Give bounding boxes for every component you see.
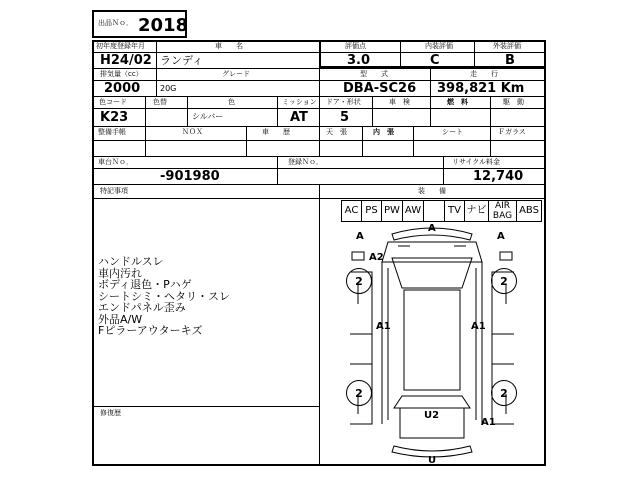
sunroof-label: 天 張 [326,128,347,136]
exterior-score-label: 外装評価 [493,42,521,50]
manual-label: 整備手帳 [98,128,126,136]
damage-rear-right: A1 [481,417,496,428]
door-shape-label: ドア・形状 [326,98,361,106]
chassis-label: 車台Ｎｏ． [98,158,133,166]
lot-number: 2018 [138,15,189,36]
score-value: 3.0 [347,53,371,68]
damage-front-bumper: A [428,223,436,234]
reg-no-label: 登録Ｎｏ． [288,158,323,166]
color-code-label: 色コード [99,98,127,106]
damage-wheel-rear-left: 2 [346,380,372,406]
remark-line: ボディ退色・Pハゲ [98,278,192,291]
car-name-label: 車 名 [215,42,243,50]
color-label: 色 [228,98,235,106]
remark-line: ハンドルスレ [98,255,164,268]
damage-door-right: A1 [471,321,486,332]
interior-score-label: 内装評価 [425,42,453,50]
rear-window-shape [394,396,470,408]
remarks-list [98,256,230,337]
lot-number-box [92,10,187,38]
damage-front-left: A [356,231,364,242]
car-diagram [322,224,542,464]
damage-rear-gate: U2 [424,410,440,421]
remark-line: シートシミ・ヘタリ・スレ [98,289,230,303]
transmission-label: ミッション [282,98,317,106]
fglass-label: Ｆガラス [498,128,526,136]
nox-label: ＮＯＸ [182,128,203,136]
mirror-left-shape [352,252,364,260]
chassis-value: -901980 [160,169,220,184]
damage-wheel-front-left: 2 [346,268,372,294]
damage-wheel-front-right: 2 [491,268,517,294]
first-reg-value: H24/02 [100,53,152,68]
model-value: DBA-SC26 [343,81,417,96]
interior-trim-label: 内 張 [373,128,394,136]
grade-value: 20G [160,84,177,93]
first-reg-label: 初年度登録年月 [96,42,145,50]
interior-score-value: C [430,53,440,68]
equip-tv: TV [444,200,465,222]
mileage-label: 走 行 [470,70,498,78]
body-right-shape [476,262,482,424]
hood-shape [382,242,482,262]
exterior-score-value: B [505,53,515,68]
repair-history-label: 修復歴 [100,409,121,417]
equip-ps: PS [361,200,382,222]
recycle-label: リサイクル料金 [452,158,501,166]
seat-label: シート [442,128,463,136]
damage-rear-bumper: U [428,455,437,466]
equip-pw: PW [381,200,403,222]
color-value: シルバー [192,112,224,121]
inspection-label: 車 検 [389,98,410,106]
mirror-right-shape [500,252,512,260]
remark-line: 外品A/W [98,312,143,326]
color-code-value: K23 [100,110,129,125]
roof-shape [404,290,460,390]
damage-front-right: A [497,231,505,242]
damage-hood-left: A2 [369,252,384,263]
displacement-value: 2000 [104,81,141,96]
fuel-label: 燃 料 [447,98,468,106]
door-shape-value: 5 [340,110,350,125]
model-label: 型 式 [360,70,388,78]
remark-line: Fピラーアウターキズ [98,324,203,337]
door-divider-shape [350,334,514,364]
car-name-value: ランディ [160,54,204,67]
equipment-label: 装 備 [418,187,446,195]
equip-aw: AW [402,200,424,222]
remarks-label: 特記事項 [100,187,128,195]
remark-line: 車内汚れ [98,266,142,280]
equip-blank [423,200,445,222]
displacement-label: 排気量（cc） [100,70,143,78]
damage-door-left: A1 [376,321,391,332]
damage-wheel-rear-right: 2 [491,380,517,406]
equip-ac: AC [341,200,362,222]
body-left-shape [382,262,388,424]
equip-navi: ナビ [464,200,489,222]
score-label: 評価点 [345,42,366,50]
mileage-value: 398,821 Km [437,81,525,96]
remark-line: エンドパネル歪み [98,301,186,314]
transmission-value: AT [290,110,308,125]
lot-number-label: 出品Ｎｏ． [98,19,133,27]
grade-label: グレード [222,70,250,78]
drive-label: 駆 動 [503,98,524,106]
equip-abs: ABS [516,200,542,222]
history-label: 車 歴 [262,128,290,136]
equip-airbag: AIR BAG [488,200,517,222]
recycle-value: 12,740 [473,169,524,184]
color-type-label: 色替 [153,98,167,106]
